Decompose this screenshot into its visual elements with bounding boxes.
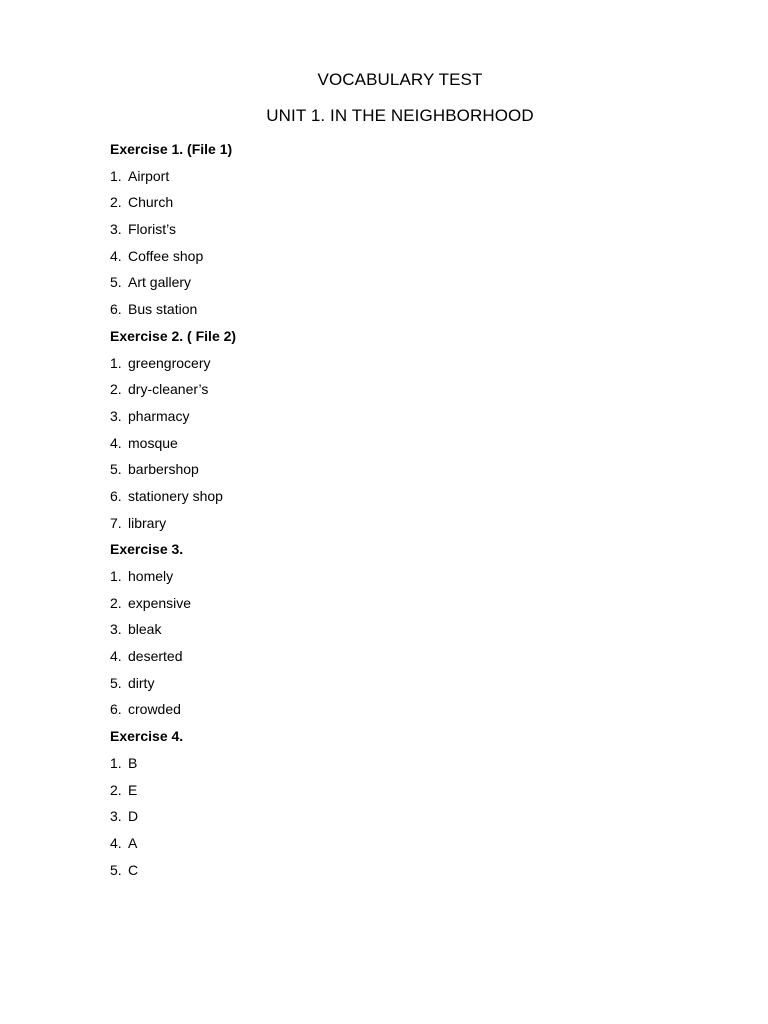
list-item [110,780,670,807]
item-number: 2. [110,594,122,611]
list-item [110,646,670,673]
item-number: 2. [110,381,122,398]
list-item [110,753,670,780]
document-subtitle: UNIT 1. IN THE NEIGHBORHOOD [266,106,534,125]
list-item [110,699,670,726]
item-text: crowded [128,701,181,718]
item-number: 4. [110,247,122,264]
item-number: 2. [110,194,122,211]
item-number: 1. [110,167,122,184]
item-text: dirty [128,674,155,691]
item-number: 3. [110,407,122,424]
item-text: A [128,834,138,851]
item-number: 5. [110,274,122,291]
item-number: 6. [110,301,122,318]
list-item [110,353,670,380]
item-number: 2. [110,781,122,798]
item-number: 7. [110,514,122,531]
item-text: Bus station [128,301,198,318]
list-item [110,459,670,486]
list-item [110,299,670,326]
item-text: expensive [128,594,192,611]
item-text: Church [128,194,174,211]
list-item [110,513,670,540]
item-text: bleak [128,621,162,638]
item-text: Coffee shop [128,247,204,264]
item-number: 3. [110,221,122,238]
item-text: greengrocery [128,354,211,371]
item-text: D [128,808,139,825]
list-item [110,166,670,193]
list-item [110,593,670,620]
item-number: 6. [110,487,122,504]
item-number: 4. [110,434,122,451]
list-item [110,406,670,433]
document-content [110,139,670,886]
item-number: 5. [110,861,122,878]
list-item [110,192,670,219]
item-number: 1. [110,354,122,371]
exercise-4-heading: Exercise 4. [110,728,184,745]
list-item [110,379,670,406]
document-title: VOCABULARY TEST [317,70,483,89]
item-text: library [128,514,167,531]
list-item [110,833,670,860]
exercise-2-heading: Exercise 2. ( File 2) [110,327,237,344]
item-number: 6. [110,701,122,718]
item-text: mosque [128,434,178,451]
list-item [110,860,670,887]
item-text: B [128,754,138,771]
item-number: 5. [110,674,122,691]
item-text: pharmacy [128,407,190,424]
list-item [110,433,670,460]
item-number: 1. [110,754,122,771]
item-number: 3. [110,621,122,638]
item-number: 4. [110,834,122,851]
list-item [110,806,670,833]
item-number: 1. [110,568,122,584]
item-text: barbershop [128,461,199,478]
list-item [110,486,670,513]
item-text: Airport [128,167,170,184]
list-item [110,619,670,646]
exercise-1-heading: Exercise 1. (File 1) [110,141,233,157]
item-text: C [128,861,139,878]
item-text: dry-cleaner’s [128,381,209,398]
item-text: deserted [128,648,183,665]
item-text: Florist’s [128,221,176,238]
list-item [110,566,670,593]
item-text: E [128,781,138,798]
list-item [110,246,670,273]
item-text: Art gallery [128,274,192,291]
exercise-3-heading: Exercise 3. [110,541,184,558]
item-number: 5. [110,461,122,478]
item-number: 3. [110,808,122,825]
list-item [110,219,670,246]
list-item [110,272,670,299]
item-text: stationery shop [128,487,223,504]
item-number: 4. [110,648,122,665]
list-item [110,673,670,700]
item-text: homely [128,568,174,584]
